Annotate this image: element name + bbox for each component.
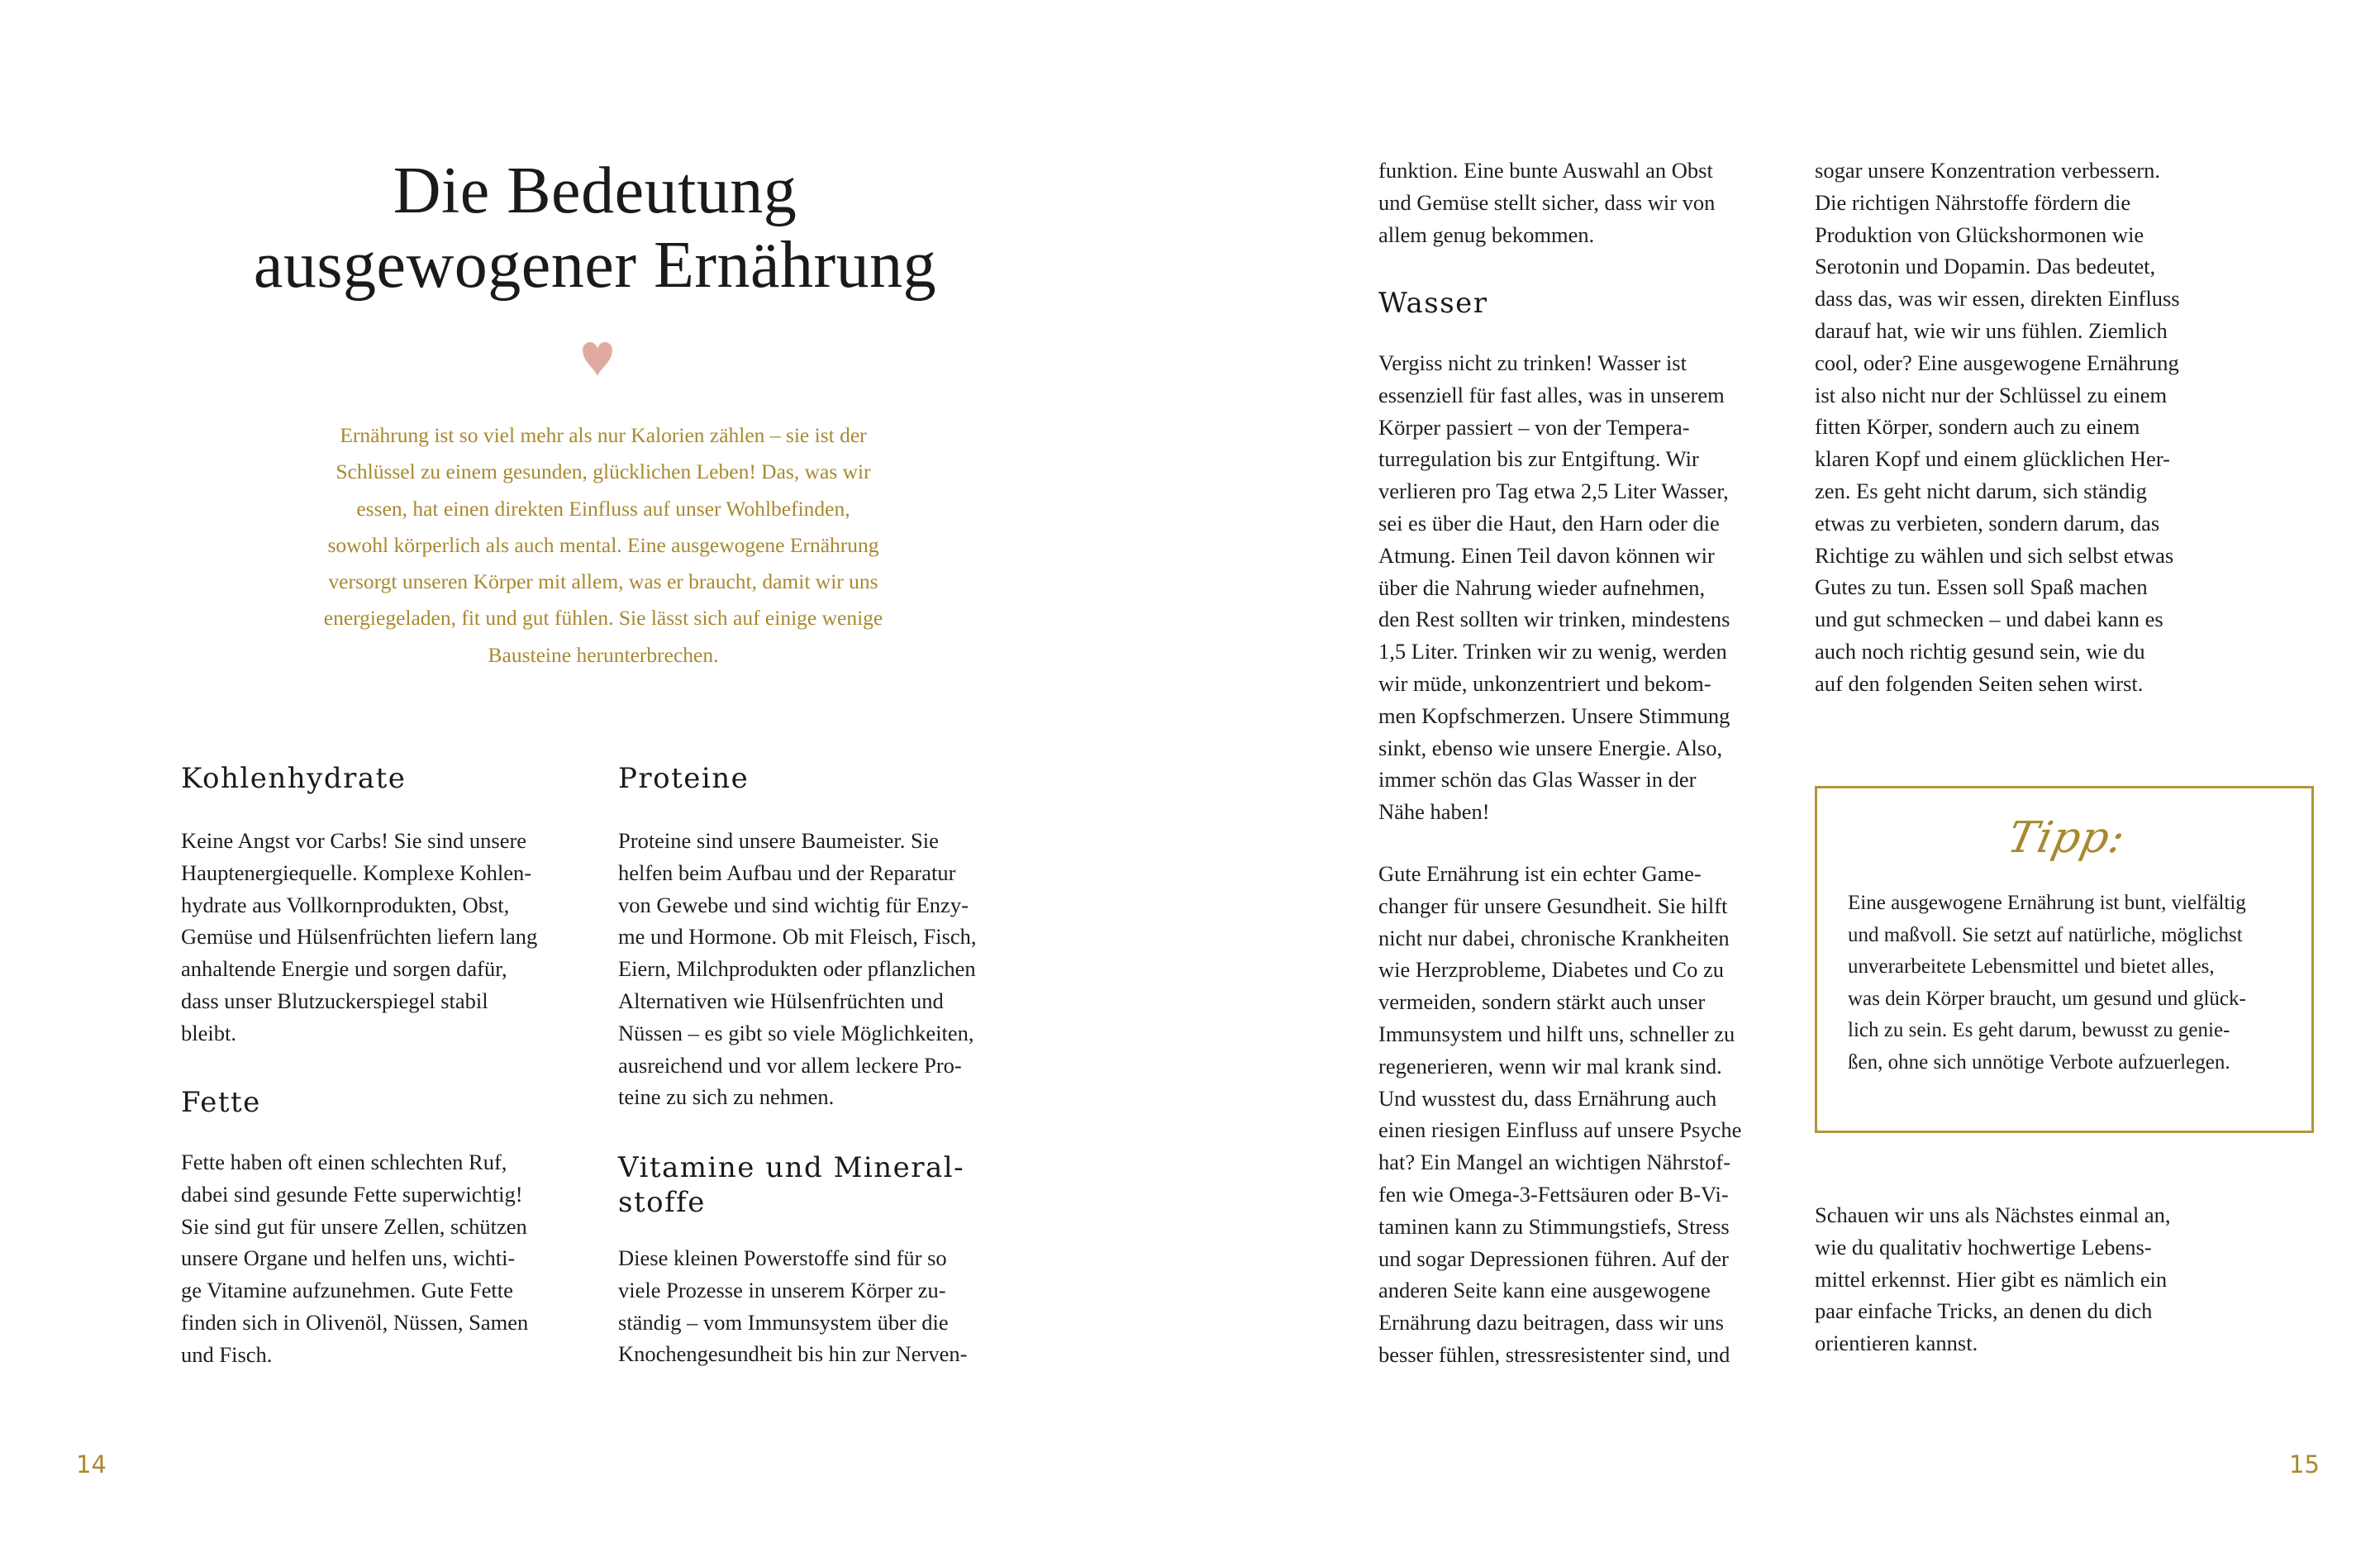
text-line: sei es über die Haut, den Harn oder die: [1378, 510, 1720, 536]
text-line: unsere Organe und helfen uns, wichti-: [181, 1245, 516, 1271]
section-wasser: [1378, 286, 1792, 321]
text-line: orientieren kannst.: [1815, 1331, 1978, 1356]
text-line: finden sich in Olivenöl, Nüssen, Samen: [181, 1309, 529, 1335]
kohlenhydrate-text: [181, 825, 594, 1050]
text-line: hydrate aus Vollkornprodukten, Obst,: [181, 892, 510, 917]
nutrients-continuation-text: [1378, 155, 1792, 250]
text-line: den Rest sollten wir trinken, mindestens: [1378, 607, 1730, 632]
closing-text: [1815, 1199, 2228, 1359]
text-line: Proteine sind unsere Baumeister. Sie: [618, 828, 939, 853]
text-line: was dein Körper braucht, um gesund und glück-: [1848, 987, 2246, 1010]
text-line: Und wusstest du, dass Ernährung auch: [1378, 1085, 1717, 1111]
text-line: Nüssen – es gibt so viele Möglichkeiten,: [618, 1020, 974, 1045]
tip-text: [1848, 888, 2294, 1079]
text-line: viele Prozesse in unserem Körper zu-: [618, 1277, 946, 1302]
text-line: Diese kleinen Powerstoffe sind für so: [618, 1245, 947, 1270]
text-line: wir müde, unkonzentriert und bekom-: [1378, 670, 1711, 696]
gute-ernaehrung-text: [1378, 858, 1792, 1371]
text-line: 1,5 Liter. Trinken wir zu wenig, werden: [1378, 639, 1727, 664]
text-line: men Kopfschmerzen. Unsere Stimmung: [1378, 702, 1730, 728]
text-line: Atmung. Einen Teil davon können wir: [1378, 542, 1715, 568]
intro-line: Ernährung ist so viel mehr als nur Kalorien zählen – sie ist der: [340, 423, 867, 447]
intro-line: Bausteine herunterbrechen.: [488, 642, 719, 667]
text-line: unverarbeitete Lebensmittel und bietet alles,: [1848, 955, 2215, 978]
text-line: me und Hormone. Ob mit Fleisch, Fisch,: [618, 924, 977, 950]
heading-line: Wasser: [1378, 287, 1488, 320]
text-line: funktion. Eine bunte Auswahl an Obst: [1378, 158, 1713, 183]
text-line: einen riesigen Einfluss auf unsere Psyche: [1378, 1117, 1742, 1143]
page-title: [149, 154, 1041, 302]
text-line: changer für unsere Gesundheit. Sie hilft: [1378, 893, 1728, 918]
text-line: auch noch richtig gesund sein, wie du: [1815, 638, 2145, 664]
tip-title: Tipp:: [2003, 813, 2130, 863]
text-line: Gute Ernährung ist ein echter Game-: [1378, 861, 1702, 886]
text-line: nicht nur dabei, chronische Krankheiten: [1378, 925, 1730, 950]
intro-line: versorgt unseren Körper mit allem, was er braucht, damit wir uns: [328, 569, 878, 594]
fette-text: [181, 1146, 594, 1371]
text-line: immer schön das Glas Wasser in der: [1378, 767, 1697, 793]
text-line: über die Nahrung wieder aufnehmen,: [1378, 574, 1706, 600]
section-proteine: [618, 761, 1031, 796]
text-line: Nähe haben!: [1378, 799, 1490, 825]
text-line: besser fühlen, stressresistenter sind, und: [1378, 1341, 1730, 1367]
text-line: vermeiden, sondern stärkt auch unser: [1378, 989, 1706, 1015]
heart-icon: [578, 340, 616, 378]
wasser-text: [1378, 347, 1792, 828]
text-line: Keine Angst vor Carbs! Sie sind unsere: [181, 828, 527, 853]
text-line: Sie sind gut für unsere Zellen, schützen: [181, 1213, 527, 1239]
text-line: paar einfache Tricks, an denen du dich: [1815, 1298, 2153, 1324]
text-line: und maßvoll. Sie setzt auf natürliche, möglichst: [1848, 923, 2243, 946]
text-line: Produktion von Glückshormonen wie: [1815, 221, 2144, 247]
text-line: ausreichend und vor allem leckere Pro-: [618, 1052, 962, 1078]
section-heading: [618, 761, 1031, 796]
section-heading: [181, 761, 594, 796]
section-vitamine: [618, 1150, 1031, 1220]
text-line: essenziell für fast alles, was in unserem: [1378, 382, 1725, 407]
text-line: klaren Kopf und einem glücklichen Her-: [1815, 446, 2170, 472]
heading-line: stoffe: [618, 1186, 706, 1219]
page-number-left: 14: [76, 1450, 107, 1478]
text-line: wie Herzprobleme, Diabetes und Co zu: [1378, 957, 1724, 983]
heading-line: Vitamine und Mineral-: [618, 1151, 965, 1184]
text-line: Körper passiert – von der Tempera-: [1378, 414, 1690, 440]
text-line: Vergiss nicht zu trinken! Wasser ist: [1378, 350, 1687, 375]
text-line: Alternativen wie Hülsenfrüchten und: [618, 988, 944, 1013]
text-line: darauf hat, wie wir uns fühlen. Ziemlich: [1815, 317, 2168, 343]
text-line: fitten Körper, sondern auch zu einem: [1815, 414, 2140, 440]
text-line: Schauen wir uns als Nächstes einmal an,: [1815, 1202, 2171, 1227]
text-line: ge Vitamine aufzunehmen. Gute Fette: [181, 1278, 513, 1303]
text-line: und sogar Depressionen führen. Auf der: [1378, 1245, 1729, 1271]
text-line: helfen beim Aufbau und der Reparatur: [618, 859, 956, 885]
text-line: Fette haben oft einen schlechten Ruf,: [181, 1150, 507, 1174]
text-line: Serotonin und Dopamin. Das bedeutet,: [1815, 254, 2156, 279]
text-line: turregulation bis zur Entgiftung. Wir: [1378, 446, 1699, 472]
psyche-continuation-text: [1815, 155, 2228, 700]
section-heading: [1378, 286, 1792, 321]
intro-paragraph: [248, 417, 959, 674]
text-line: dabei sind gesunde Fette superwichtig!: [181, 1181, 523, 1207]
text-line: ständig – vom Immunsystem über die: [618, 1309, 949, 1335]
section-kohlenhydrate: [181, 761, 594, 796]
text-line: zen. Es geht nicht darum, sich ständig: [1815, 478, 2147, 503]
intro-line: essen, hat einen direkten Einfluss auf unser Wohlbefinden,: [356, 496, 850, 521]
heading-line: Fette: [181, 1086, 261, 1119]
text-line: und Fisch.: [181, 1341, 273, 1367]
text-line: hat? Ein Mangel an wichtigen Nährstof-: [1378, 1150, 1731, 1175]
section-heading: [618, 1150, 1031, 1220]
text-line: verlieren pro Tag etwa 2,5 Liter Wasser,: [1378, 479, 1729, 504]
text-line: dass das, was wir essen, direkten Einfluss: [1815, 286, 2180, 312]
text-line: Eiern, Milchprodukten oder pflanzlichen: [618, 956, 976, 982]
text-line: Immunsystem und hilft uns, schneller zu: [1378, 1021, 1735, 1046]
text-line: teine zu sich zu nehmen.: [618, 1084, 835, 1110]
text-line: mittel erkennst. Hier gibt es nämlich ein: [1815, 1266, 2168, 1292]
text-line: bleibt.: [181, 1020, 236, 1045]
text-line: wie du qualitativ hochwertige Lebens-: [1815, 1234, 2152, 1259]
text-line: Die richtigen Nährstoffe fördern die: [1815, 189, 2131, 215]
text-line: fen wie Omega-3-Fettsäuren oder B-Vi-: [1378, 1181, 1729, 1207]
text-line: ist also nicht nur der Schlüssel zu einem: [1815, 382, 2168, 407]
text-line: regenerieren, wenn wir mal krank sind.: [1378, 1053, 1722, 1078]
text-line: cool, oder? Eine ausgewogene Ernährung: [1815, 350, 2179, 375]
text-line: Knochengesundheit bis hin zur Nerven-: [618, 1341, 968, 1367]
text-line: Gemüse und Hülsenfrüchten liefern lang: [181, 924, 538, 950]
page-number-right: 15: [2289, 1450, 2320, 1478]
proteine-text: [618, 825, 1031, 1113]
section-fette: [181, 1085, 594, 1120]
text-line: sogar unsere Konzentration verbessern.: [1815, 158, 2160, 183]
text-line: anhaltende Energie und sorgen dafür,: [181, 956, 507, 982]
title-line: ausgewogener Ernährung: [253, 229, 937, 302]
text-line: Gutes zu tun. Essen soll Spaß machen: [1815, 574, 2148, 600]
text-line: dass unser Blutzuckerspiegel stabil: [181, 988, 488, 1013]
heading-line: Kohlenhydrate: [181, 762, 407, 795]
heading-line: Proteine: [618, 762, 750, 795]
text-line: Ernährung dazu beitragen, dass wir uns: [1378, 1310, 1724, 1336]
text-line: und gut schmecken – und dabei kann es: [1815, 607, 2163, 632]
section-heading: [181, 1085, 594, 1120]
text-line: etwas zu verbieten, sondern darum, das: [1815, 510, 2160, 536]
text-line: taminen kann zu Stimmungstiefs, Stress: [1378, 1213, 1730, 1239]
text-line: und Gemüse stellt sicher, dass wir von: [1378, 189, 1716, 215]
title-line: Die Bedeutung: [393, 155, 797, 227]
text-line: von Gewebe und sind wichtig für Enzy-: [618, 892, 969, 917]
text-line: Eine ausgewogene Ernährung ist bunt, vielfältig: [1848, 892, 2246, 914]
text-line: sinkt, ebenso wie unsere Energie. Also,: [1378, 735, 1723, 760]
text-line: ßen, ohne sich unnötige Verbote aufzuerlegen.: [1848, 1050, 2230, 1074]
text-line: Richtige zu wählen und sich selbst etwas: [1815, 542, 2174, 568]
vitamine-text: [618, 1242, 1031, 1370]
text-line: Hauptenergiequelle. Komplexe Kohlen-: [181, 859, 532, 885]
text-line: anderen Seite kann eine ausgewogene: [1378, 1278, 1711, 1303]
intro-line: energiegeladen, fit und gut fühlen. Sie lässt sich auf einige wenige: [323, 606, 883, 631]
intro-line: sowohl körperlich als auch mental. Eine ausgewogene Ernährung: [327, 532, 879, 557]
text-line: auf den folgenden Seiten sehen wirst.: [1815, 670, 2144, 696]
intro-line: Schlüssel zu einem gesunden, glücklichen Leben! Das, was wir: [336, 459, 871, 484]
text-line: lich zu sein. Es geht darum, bewusst zu genie-: [1848, 1019, 2230, 1042]
text-line: allem genug bekommen.: [1378, 221, 1595, 247]
